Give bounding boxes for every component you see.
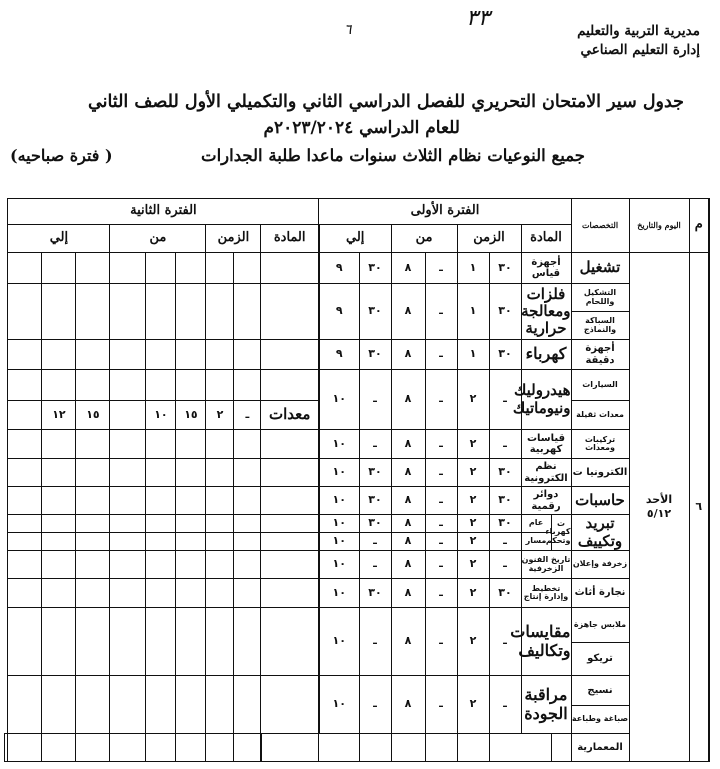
empty-cell xyxy=(42,676,76,734)
time-hours: ٢ xyxy=(457,515,489,533)
empty-cell xyxy=(234,459,261,487)
empty-cell xyxy=(76,734,110,762)
empty-cell xyxy=(176,253,206,284)
empty-cell xyxy=(42,551,76,579)
to-hour: ١٠ xyxy=(319,579,359,608)
empty-cell xyxy=(5,734,8,762)
empty-cell xyxy=(76,579,110,608)
empty-cell xyxy=(206,487,234,515)
period2-header: الفترة الثانية xyxy=(8,199,319,225)
empty-cell xyxy=(206,370,234,401)
subject-cell: تخطيط وإدارة إنتاج xyxy=(521,579,571,608)
empty-cell xyxy=(76,284,110,340)
dash-cell: ـ xyxy=(425,515,457,533)
empty-cell xyxy=(110,579,146,608)
time-minutes: ـ xyxy=(489,533,521,551)
empty-cell xyxy=(8,533,42,551)
to-minutes: ٣٠ xyxy=(359,579,391,608)
empty-cell xyxy=(110,340,146,370)
from-hour: ٨ xyxy=(391,551,425,579)
empty-cell xyxy=(261,459,319,487)
handwritten-mark: ٣٣ xyxy=(466,6,490,31)
from-hour: ٨ xyxy=(391,608,425,676)
empty-cell xyxy=(42,487,76,515)
empty-cell xyxy=(176,487,206,515)
to-hour: ١٠ xyxy=(319,430,359,459)
day-name: الأحد xyxy=(645,492,673,506)
dash-cell: ـ xyxy=(425,370,457,430)
time-hours: ٢ xyxy=(457,459,489,487)
specialty-cell: نسيج xyxy=(571,676,629,706)
empty-cell xyxy=(234,253,261,284)
to-hour: ١٠ xyxy=(319,608,359,676)
empty-cell xyxy=(110,284,146,340)
to-minutes: ٣٠ xyxy=(359,459,391,487)
to-minutes: ٣٠ xyxy=(359,340,391,370)
to-hour: ٩ xyxy=(319,284,359,340)
empty-cell xyxy=(176,370,206,401)
subject-cell: فلزات ومعالجة حرارية xyxy=(521,284,571,340)
dash-cell: ـ xyxy=(425,253,457,284)
p2-time-minutes: ـ xyxy=(234,401,261,430)
p2-to-hour: ١٢ xyxy=(42,401,76,430)
time-minutes: ـ xyxy=(489,430,521,459)
empty-cell xyxy=(234,533,261,551)
empty-cell xyxy=(234,608,261,676)
main-title: جدول سير الامتحان التحريري للفصل الدراسي الثاني والتكميلي الأول للصف الثاني xyxy=(88,92,684,112)
to-hour: ١٠ xyxy=(319,551,359,579)
to-minutes: ٣٠ xyxy=(359,487,391,515)
to-hour: ٩ xyxy=(319,340,359,370)
academic-year: للعام الدراسي ٢٠٢٣/٢٠٢٤م xyxy=(263,118,460,138)
empty-cell xyxy=(110,515,146,533)
time-hours: ٢ xyxy=(457,430,489,459)
subject-cell: أجهزة قياس xyxy=(521,253,571,284)
empty-cell xyxy=(261,533,319,551)
subject-cell: دوائر رقمية xyxy=(521,487,571,515)
col-specialty-header: التخصصات xyxy=(571,199,629,253)
time-hours: ٢ xyxy=(457,579,489,608)
scope-line: جميع النوعيات نظام الثلاث سنوات ماعدا طلبة الجدارات xyxy=(201,146,585,165)
empty-cell xyxy=(234,370,261,401)
empty-cell xyxy=(110,734,146,762)
empty-cell xyxy=(146,734,176,762)
p2-subject-header: المادة xyxy=(261,225,319,253)
empty-cell xyxy=(176,284,206,340)
time-hours: ٢ xyxy=(457,676,489,734)
empty-cell xyxy=(261,370,319,401)
empty-cell xyxy=(110,370,146,401)
empty-cell xyxy=(76,253,110,284)
empty-cell xyxy=(234,430,261,459)
empty-cell xyxy=(42,459,76,487)
p1-from-header: من xyxy=(391,225,457,253)
dash-cell: ـ xyxy=(425,487,457,515)
time-hours: ١ xyxy=(457,253,489,284)
specialty-cell: تشغيل xyxy=(571,253,629,284)
empty-cell xyxy=(176,430,206,459)
empty-cell xyxy=(110,608,146,676)
subject-cell: تاريخ الفنون الزخرفية xyxy=(521,551,571,579)
empty-cell xyxy=(146,459,176,487)
empty-cell xyxy=(261,676,319,734)
time-minutes: ٣٠ xyxy=(489,340,521,370)
to-hour: ١٠ xyxy=(319,533,359,551)
empty-cell xyxy=(146,608,176,676)
subject-cell: قياسات كهربية xyxy=(521,430,571,459)
empty-cell xyxy=(76,608,110,676)
subject-cell: مقايسات وتكاليف xyxy=(521,608,571,676)
p2-from-minutes: ١٥ xyxy=(176,401,206,430)
p2-subject-cell: معدات xyxy=(261,401,319,430)
empty-cell xyxy=(8,430,42,459)
empty-cell xyxy=(234,551,261,579)
from-hour: ٨ xyxy=(391,340,425,370)
from-hour: ٨ xyxy=(391,284,425,340)
empty-cell xyxy=(42,608,76,676)
p2-from-hour: ١٠ xyxy=(146,401,176,430)
empty-cell xyxy=(206,253,234,284)
subject-sub-c: مسار xyxy=(521,533,551,551)
empty-cell xyxy=(206,608,234,676)
empty-cell xyxy=(76,370,110,401)
empty-cell xyxy=(261,551,319,579)
empty-cell xyxy=(359,734,391,762)
to-minutes: ٣٠ xyxy=(359,253,391,284)
empty-cell xyxy=(551,734,571,762)
empty-cell xyxy=(146,340,176,370)
empty-cell xyxy=(146,551,176,579)
dash-cell: ـ xyxy=(425,430,457,459)
from-hour: ٨ xyxy=(391,515,425,533)
p2-to-minutes: ١٥ xyxy=(76,401,110,430)
to-hour: ١٠ xyxy=(319,459,359,487)
empty-cell xyxy=(176,533,206,551)
time-hours: ١ xyxy=(457,340,489,370)
empty-cell xyxy=(42,579,76,608)
from-hour: ٨ xyxy=(391,253,425,284)
empty-cell xyxy=(8,734,42,762)
empty-cell xyxy=(206,430,234,459)
time-minutes: ٣٠ xyxy=(489,459,521,487)
time-hours: ٢ xyxy=(457,487,489,515)
empty-cell xyxy=(76,430,110,459)
empty-cell xyxy=(146,533,176,551)
empty-cell xyxy=(146,253,176,284)
subject-cell: هيدروليك ونيوماتيك xyxy=(521,370,571,430)
col-m-header: م xyxy=(689,199,709,253)
empty-cell xyxy=(8,676,42,734)
empty-cell xyxy=(8,253,42,284)
empty-cell xyxy=(42,253,76,284)
specialty-cell: الكترونيا ت xyxy=(571,459,629,487)
time-hours: ٢ xyxy=(457,551,489,579)
empty-cell xyxy=(176,579,206,608)
empty-cell xyxy=(42,284,76,340)
dash-cell: ـ xyxy=(425,459,457,487)
empty-cell xyxy=(457,734,489,762)
specialty-cell: زخرفة وإعلان xyxy=(571,551,629,579)
empty-cell xyxy=(391,734,425,762)
from-hour: ٨ xyxy=(391,487,425,515)
specialty-cell: السيارات xyxy=(571,370,629,401)
empty-cell xyxy=(8,459,42,487)
empty-cell xyxy=(76,487,110,515)
to-hour: ١٠ xyxy=(319,487,359,515)
empty-cell xyxy=(176,459,206,487)
empty-cell xyxy=(146,430,176,459)
empty-cell xyxy=(176,551,206,579)
p2-time-hours: ٢ xyxy=(206,401,234,430)
ministry-header xyxy=(577,22,700,60)
time-hours: ٢ xyxy=(457,370,489,430)
to-minutes: ـ xyxy=(359,551,391,579)
time-hours: ٢ xyxy=(457,533,489,551)
from-hour: ٨ xyxy=(391,459,425,487)
to-minutes: ـ xyxy=(359,608,391,676)
time-minutes: ٣٠ xyxy=(489,253,521,284)
empty-cell xyxy=(8,551,42,579)
schedule-table xyxy=(4,198,710,762)
handwritten-page-number: ٦ xyxy=(344,22,352,38)
empty-cell xyxy=(110,533,146,551)
to-hour: ١٠ xyxy=(319,515,359,533)
empty-cell xyxy=(76,340,110,370)
empty-cell xyxy=(42,515,76,533)
dash-cell: ـ xyxy=(425,551,457,579)
day-date-cell xyxy=(629,253,689,762)
time-minutes: ـ xyxy=(489,608,521,676)
empty-cell xyxy=(261,734,319,762)
empty-cell xyxy=(8,579,42,608)
header-administration: إدارة التعليم الصناعي xyxy=(580,42,700,58)
empty-cell xyxy=(489,734,551,762)
dash-cell: ـ xyxy=(425,533,457,551)
specialty-cell: حاسبات xyxy=(571,487,629,515)
from-hour: ٨ xyxy=(391,676,425,734)
header-directorate: مديرية التربية والتعليم xyxy=(577,23,700,39)
empty-cell xyxy=(234,734,261,762)
empty-cell xyxy=(176,340,206,370)
subject-cell: نظم الكترونية xyxy=(521,459,571,487)
specialty-cell: صباغة وطباعة xyxy=(571,706,629,734)
time-minutes: ٣٠ xyxy=(489,284,521,340)
period1-header: الفترة الأولى xyxy=(319,199,571,225)
period-note: ( فترة صباحيه) xyxy=(10,146,113,165)
to-minutes: ٣٠ xyxy=(359,284,391,340)
from-hour: ٨ xyxy=(391,430,425,459)
empty-cell xyxy=(110,401,146,430)
time-minutes: ٣٠ xyxy=(489,487,521,515)
p2-from-header: من xyxy=(110,225,206,253)
time-minutes: ـ xyxy=(489,370,521,430)
dash-cell: ـ xyxy=(425,579,457,608)
empty-cell xyxy=(206,459,234,487)
to-minutes: ـ xyxy=(359,676,391,734)
dash-cell: ـ xyxy=(425,608,457,676)
empty-cell xyxy=(110,676,146,734)
empty-cell xyxy=(110,551,146,579)
empty-cell xyxy=(8,340,42,370)
empty-cell xyxy=(146,515,176,533)
to-hour: ١٠ xyxy=(319,676,359,734)
to-hour: ٩ xyxy=(319,253,359,284)
empty-cell xyxy=(76,676,110,734)
empty-cell xyxy=(261,284,319,340)
empty-cell xyxy=(261,340,319,370)
empty-cell xyxy=(8,515,42,533)
empty-cell xyxy=(206,340,234,370)
p1-time-header: الزمن xyxy=(457,225,521,253)
empty-cell xyxy=(261,579,319,608)
p2-to-header: إلي xyxy=(8,225,110,253)
specialty-cell: السباكة والنماذج xyxy=(571,312,629,340)
empty-cell xyxy=(42,430,76,459)
from-hour: ٨ xyxy=(391,370,425,430)
dash-cell: ـ xyxy=(425,284,457,340)
from-hour: ٨ xyxy=(391,579,425,608)
empty-cell xyxy=(110,487,146,515)
empty-cell xyxy=(261,487,319,515)
empty-cell xyxy=(8,401,42,430)
empty-cell xyxy=(76,515,110,533)
row-number: ٦ xyxy=(689,253,709,762)
empty-cell xyxy=(234,487,261,515)
subject-cell: مراقبة الجودة xyxy=(521,676,571,734)
empty-cell xyxy=(176,608,206,676)
empty-cell xyxy=(206,734,234,762)
empty-cell xyxy=(176,676,206,734)
specialty-cell: التشكيل واللحام xyxy=(571,284,629,312)
empty-cell xyxy=(8,487,42,515)
empty-cell xyxy=(76,459,110,487)
empty-cell xyxy=(206,284,234,340)
p2-time-header: الزمن xyxy=(206,225,261,253)
time-minutes: ٣٠ xyxy=(489,515,521,533)
empty-cell xyxy=(146,487,176,515)
empty-cell xyxy=(42,340,76,370)
time-hours: ٢ xyxy=(457,608,489,676)
time-minutes: ٣٠ xyxy=(489,579,521,608)
empty-cell xyxy=(110,459,146,487)
empty-cell xyxy=(176,734,206,762)
subject-sub-b: ت كهرباء وتحكم xyxy=(551,515,571,551)
time-minutes: ـ xyxy=(489,551,521,579)
empty-cell xyxy=(234,340,261,370)
empty-cell xyxy=(146,284,176,340)
dash-cell: ـ xyxy=(425,340,457,370)
p1-subject-header: المادة xyxy=(521,225,571,253)
empty-cell xyxy=(8,608,42,676)
empty-cell xyxy=(206,533,234,551)
empty-cell xyxy=(261,430,319,459)
empty-cell xyxy=(206,515,234,533)
specialty-cell: ملابس جاهزة xyxy=(571,608,629,643)
to-minutes: ـ xyxy=(359,430,391,459)
time-minutes: ـ xyxy=(489,676,521,734)
empty-cell xyxy=(425,734,457,762)
empty-cell xyxy=(206,579,234,608)
specialty-cell: أجهزة دقيقة xyxy=(571,340,629,370)
empty-cell xyxy=(261,253,319,284)
empty-cell xyxy=(234,284,261,340)
specialty-cell: تريكو xyxy=(571,643,629,676)
empty-cell xyxy=(8,284,42,340)
specialty-cell: معدات ثقيلة xyxy=(571,401,629,430)
empty-cell xyxy=(176,515,206,533)
dash-cell: ـ xyxy=(425,676,457,734)
from-hour: ٨ xyxy=(391,533,425,551)
subject-cell: كهرباء xyxy=(521,340,571,370)
specialty-cell: تبريد وتكييف xyxy=(571,515,629,551)
empty-cell xyxy=(42,734,76,762)
empty-cell xyxy=(146,579,176,608)
empty-cell xyxy=(110,253,146,284)
empty-cell xyxy=(234,515,261,533)
empty-cell xyxy=(146,370,176,401)
specialty-cell: تركيبات ومعدات xyxy=(571,430,629,459)
exam-date: ٥/١٢ xyxy=(646,507,672,520)
empty-cell xyxy=(76,533,110,551)
to-minutes: ـ xyxy=(359,370,391,430)
empty-cell xyxy=(261,608,319,676)
time-hours: ١ xyxy=(457,284,489,340)
empty-cell xyxy=(8,370,42,401)
subject-sub-a: عام xyxy=(521,515,551,533)
empty-cell xyxy=(146,676,176,734)
to-minutes: ـ xyxy=(359,533,391,551)
specialty-cell: المعمارية xyxy=(571,734,629,762)
empty-cell xyxy=(234,676,261,734)
empty-cell xyxy=(42,370,76,401)
to-hour: ١٠ xyxy=(319,370,359,430)
empty-cell xyxy=(319,734,359,762)
empty-cell xyxy=(206,676,234,734)
empty-cell xyxy=(206,551,234,579)
empty-cell xyxy=(261,515,319,533)
empty-cell xyxy=(76,551,110,579)
p1-to-header: إلي xyxy=(319,225,391,253)
empty-cell xyxy=(42,533,76,551)
col-day-header: اليوم والتاريخ xyxy=(629,199,689,253)
empty-cell xyxy=(110,430,146,459)
specialty-cell: نجارة أثاث xyxy=(571,579,629,608)
to-minutes: ٣٠ xyxy=(359,515,391,533)
empty-cell xyxy=(234,579,261,608)
